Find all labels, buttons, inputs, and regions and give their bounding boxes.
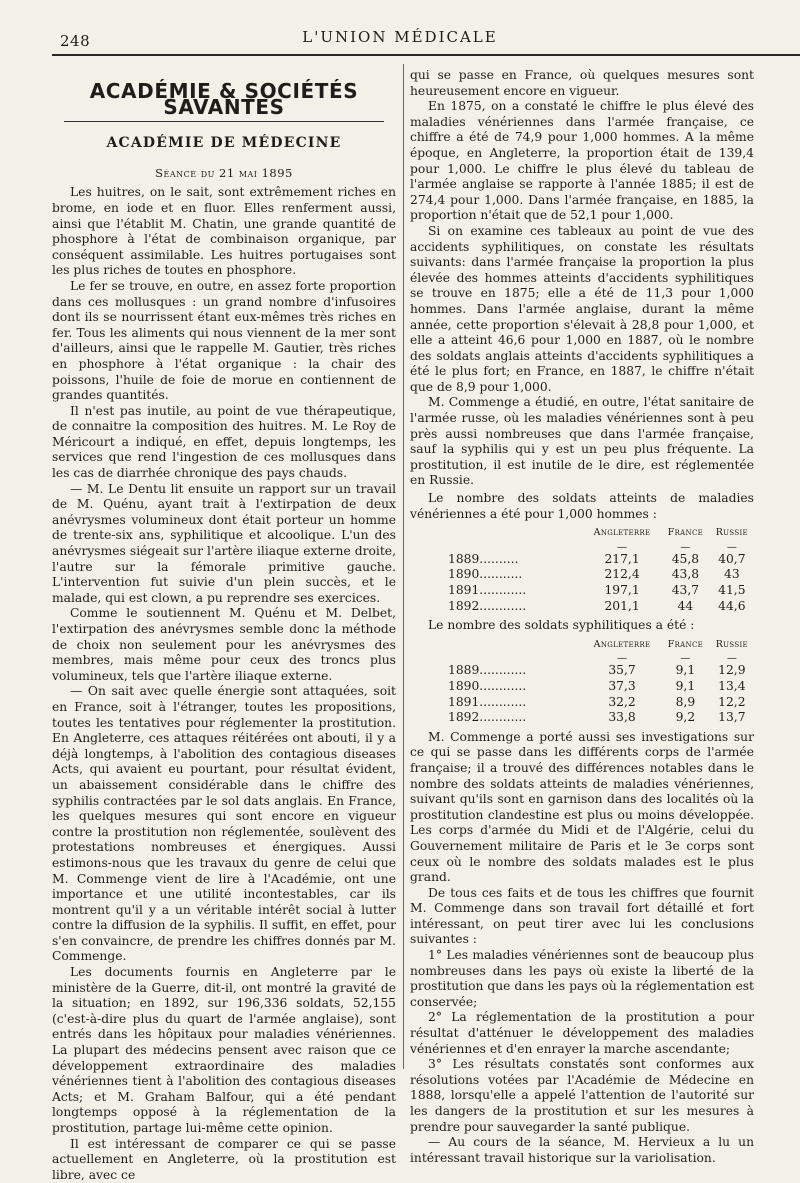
conclusion-item: 3° Les résultats constatés sont conformes aux résolutions votées par l'Académie de Médecine en 1888, lorsqu'elle a appelé l'attention de l'autorité sur les dangers de la prostitution et sur les mesures à prendre pour sauvegarder la santé publique. [410,1057,754,1134]
value-cell: 201,1 [604,598,640,613]
left-column [52,64,396,1183]
table-intro: Le nombre des soldats syphilitiques a été : [428,618,695,633]
column-header: France [667,527,704,539]
paragraph: qui se passe en France, où quelques mesures sont heureusement encore en vigueur. [410,68,754,98]
paragraph: M. Commenge a étudié, en outre, l'état sanitaire de l'armée russe, où les maladies vénériennes sont à peu près aussi nombreuses que dans l'armée française, sauf la syphilis qui y est un peu plus fréquente. La prostitution, il est inutile de le dire, est réglementée en Russie. [410,395,754,488]
session-date: Séance du 21 mai 1895 [155,165,293,180]
column-header: Angleterre [593,638,651,650]
value-cell: 197,1 [604,583,640,597]
table-row [410,679,754,695]
value-cell: 13,7 [718,710,746,725]
column-header: Russie [715,527,748,539]
syphilis-table [410,637,754,726]
year-cell: 1891............ [448,694,527,709]
year-cell: 1892............ [448,598,527,613]
table-row [410,710,754,726]
value-cell: 13,4 [718,678,746,693]
conclusion-item: 1° Les maladies vénériennes sont de beaucoup plus nombreuses dans les pays où existe la liberté de la prostitution que dans les pays où la réglementation est conservée; [410,948,754,1009]
paragraph: Les documents fournis en Angleterre par le ministère de la Guerre, dit-il, ont montré la gravité de la situation; en 1892, sur 196,336 soldats, 52,155 (c'est-à-dire plus du quart de l'armée anglaise), sont entrés dans les hôpitaux pour maladies vénériennes. La plupart des médecins pensent avec raison que ce développement extraordinaire des maladies vénériennes tient à l'abolition des contagious diseases Acts; et M. Graham Balfour, qui a été pendant longtemps opposé à la réglementation de la prostitution, partage lui-même cette opinion. [52,965,396,1135]
value-cell: 43,7 [671,583,700,597]
paragraph: — On sait avec quelle énergie sont attaquées, soit en France, soit à l'étranger, toutes les propositions, toutes les tentatives pour réglementer la prostitution. En Angleterre, ces attaques réitérées ont abouti, il y a déjà longtemps, à l'abolition des contagious diseases Acts, qui avaient eu pourtant, pour résultat évident, un abaissement considérable dans le chiffre des syphilis contractées par le sol dats anglais. En France, les quelques mesures qui sont encore en vigueur contre la prostitution non réglementée, soulèvent des protestations nombreuses et énergiques. Aussi estimons-nous que les travaux du genre de celui que M. Commenge vient de lire à l'Académie, ont une importance et une utilité incontestables, car ils montrent qu'il y a un véritable intérêt social à lutter contre la diffusion de la syphilis. Il suffit, en effet, pour s'en convaincre, de prendre les chiffres donnés par M. Commenge. [52,684,396,964]
column-header: France [667,638,704,650]
paragraph: Le fer se trouve, en outre, en assez forte proportion dans ces mollusques : un grand nombre d'infusoires dont ils se nourrissent étant eux-mêmes très riches en fer. Tous les aliments qui nous viennent de la mer sont d'ailleurs, ainsi que le rappelle M. Gautier, très riches en phosphore à l'état organique : la chair des poissons, l'huile de foie de morue en contiennent de grandes quantités. [52,278,396,403]
table-row [410,567,754,583]
value-cell: 8,9 [675,694,696,709]
table-intro: Le nombre des soldats atteints de maladies vénériennes a été pour 1,000 hommes : [410,491,754,521]
paragraph: M. Commenge a porté aussi ses investigations sur ce qui se passe dans les différents corps de l'armée française; il a trouvé des différences notables dans le nombre des soldats atteints de maladies vénériennes, suivant qu'ils sont en garnison dans des localités où la prostitution clandestine est plus ou moins développée. Les corps d'armée du Midi et de l'Algérie, celui du Gouvernement militaire de Paris et le 3e corps sont ceux où le nombre des soldats malades est le plus grand. [410,729,754,885]
column-header: Angleterre [593,527,651,539]
year-cell: 1889............ [448,663,527,678]
dash: — [726,541,737,553]
value-cell: 33,8 [608,710,636,725]
dash: — [617,541,628,553]
right-column [410,68,754,1166]
column-header: Russie [715,638,748,650]
value-cell: 43 [724,567,740,582]
value-cell: 9,2 [675,710,696,725]
dash: — [680,653,691,665]
section-rule [64,121,384,122]
paragraph: Les huitres, on le sait, sont extrêmement riches en brome, en iode et en fluor. Elles renferment aussi, ainsi que l'établit M. Chatin, une grande quantité de phosphore à l'état de combinaison organique, par conséquent assimilable. Les huitres portugaises sont les plus riches de toutes en phosphore. [52,185,396,278]
table-row [410,583,754,599]
paragraph: En 1875, on a constaté le chiffre le plus élevé des maladies vénériennes dans l'armée française, ce chiffre a été de 74,9 pour 1,000 hommes. A la même époque, en Angleterre, la proportion était de 139,4 pour 1,000. Le chiffre le plus élevé du tableau de l'armée anglaise se rapporte à l'année 1885; il est de 274,4 pour 1,000. Dans l'armée française, en 1885, la proportion n'était que de 52,1 pour 1,000. [410,99,754,223]
value-cell: 9,1 [675,663,696,678]
subsection-title: ACADÉMIE DE MÉDECINE [106,135,342,152]
section-title: ACADÉMIE & SOCIÉTÉS SAVANTES [89,79,359,119]
year-cell: 1891............ [448,583,527,597]
year-cell: 1892............ [448,710,527,725]
venereal-table [410,525,754,614]
paragraph: — M. Le Dentu lit ensuite un rapport sur un travail de M. Quénu, ayant trait à l'extirpation de deux anévrysmes volumineux dont était porteur un homme de trente-six ans, syphilitique et alcoolique. L'un des anévrysmes siégeait sur l'artère iliaque externe droite, l'autre sur la fémorale primitive gauche. L'intervention fut suivie d'un plein succès, et le malade, qui est clown, a pu reprendre ses exercices. [52,481,396,605]
year-cell: 1890............ [448,678,527,693]
table-row [410,599,754,615]
value-cell: 40,7 [718,551,746,566]
value-cell: 212,4 [604,567,640,582]
value-cell: 9,1 [675,678,696,693]
value-cell: 44 [677,598,694,613]
table-row [410,552,754,568]
header-rule [52,54,800,56]
table-row [410,695,754,711]
dash: — [680,541,691,553]
running-head: L'UNION MÉDICALE [302,28,498,46]
conclusion-item: 2° La réglementation de la prostitution a pour résultat d'atténuer le développement des maladies vénériennes et d'en enrayer la marche ascendante; [410,1010,754,1056]
value-cell: 45,8 [671,551,700,566]
value-cell: 35,7 [608,663,636,678]
year-cell: 1890........... [448,567,523,582]
dash: — [617,653,628,665]
paragraph: — Au cours de la séance, M. Hervieux a lu un intéressant travail historique sur la variolisation. [410,1135,754,1165]
column-separator [403,64,404,1069]
paragraph: Il est intéressant de comparer ce qui se passe actuellement en Angleterre, où la prostitution est libre, avec ce [52,1136,396,1182]
paragraph: De tous ces faits et de tous les chiffres que fournit M. Commenge dans son travail fort détaillé et fort intéressant, on peut tirer avec lui les conclusions suivantes : [410,885,754,947]
value-cell: 12,9 [718,663,746,678]
table-row [410,663,754,679]
value-cell: 37,3 [608,678,636,693]
value-cell: 43,8 [671,567,700,582]
paragraph: Si on examine ces tableaux au point de vue des accidents syphilitiques, on constate les résultats suivants: dans l'armée française la proportion la plus élevée des hommes atteints d'accidents syphilitiques se trouve en 1875; elle a été de 11,3 pour 1,000 hommes. Dans l'armée anglaise, durant la même année, cette proportion s'élevait à 28,8 pour 1,000, et elle a atteint 46,6 pour 1,000 en 1887, où le nombre des soldats anglais atteints d'accidents syphilitiques a été le plus fort; en France, en 1887, le chiffre n'était que de 8,9 pour 1,000. [410,223,754,394]
paragraph: Comme le soutiennent M. Quénu et M. Delbet, l'extirpation des anévrysmes semble donc la méthode de choix non seulement pour les anévrysmes des membres, mais même pour ceux des troncs plus volumineux, tels que l'artère iliaque externe. [52,606,396,683]
page-number: 248 [60,32,91,50]
value-cell: 12,2 [718,694,746,709]
year-cell: 1889.......... [448,551,519,566]
paragraph: Il n'est pas inutile, au point de vue thérapeutique, de connaitre la composition des huitres. M. Le Roy de Méricourt a indiqué, en effet, depuis longtemps, les services que rend l'ingestion de ces mollusques dans les cas de diarrhée chronique des pays chauds. [52,403,396,481]
value-cell: 217,1 [604,551,640,566]
value-cell: 41,5 [718,583,746,597]
value-cell: 32,2 [608,694,636,709]
dash: — [726,653,737,665]
value-cell: 44,6 [718,598,746,613]
